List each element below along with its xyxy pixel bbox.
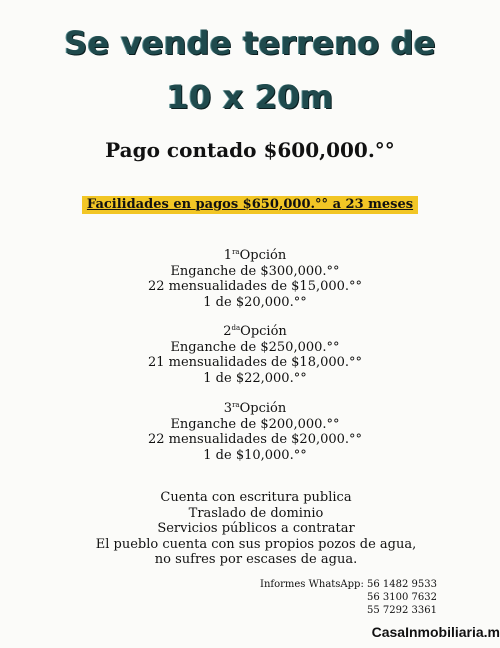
feature-item: El pueblo cuenta con sus propios pozos de agua, <box>95 536 417 552</box>
feature-item: no sufres por escases de agua. <box>154 552 358 567</box>
option-final: 1 de $20,000.°° <box>203 294 307 310</box>
phone-number: 56 1482 9533 <box>367 579 437 590</box>
option-1 <box>0 245 500 310</box>
option-2 <box>0 321 500 386</box>
title-line-2: 10 x 20m <box>166 78 334 116</box>
title-line-1: Se vende terreno de <box>64 24 436 62</box>
contact-label: Informes WhatsApp: <box>260 579 364 590</box>
option-heading: $1^{ra}Opción$ <box>223 248 287 263</box>
option-down-payment: Enganche de $300,000.°° <box>170 263 340 279</box>
phone-number: 55 7292 3361 <box>367 605 437 616</box>
option-down-payment: Enganche de $250,000.°° <box>170 339 340 355</box>
option-monthly: 21 mensualidades de $18,000.°° <box>147 355 363 370</box>
feature-item: Servicios públicos a contratar <box>157 521 355 536</box>
contact-info <box>260 578 437 617</box>
option-monthly: 22 mensualidades de $15,000.°° <box>147 279 363 294</box>
brand-watermark: CasaInmobiliaria.m <box>371 624 500 640</box>
option-final: 1 de $22,000.°° <box>203 370 307 386</box>
option-heading: $2^{da}Opción$ <box>223 324 287 339</box>
feature-item: Traslado de dominio <box>188 505 324 521</box>
feature-item: Cuenta con escritura publica <box>160 490 352 505</box>
cash-price: Pago contado $600,000.°° <box>105 138 395 162</box>
features-list <box>0 490 500 568</box>
financing-banner <box>0 193 500 214</box>
option-down-payment: Enganche de $200,000.°° <box>170 416 340 432</box>
option-final: 1 de $10,000.°° <box>203 447 307 463</box>
option-3 <box>0 398 500 463</box>
financing-text: Facilidades en pagos $650,000.°° a 23 meses <box>82 196 418 214</box>
phone-number: 56 3100 7632 <box>367 592 437 603</box>
option-monthly: 22 mensualidades de $20,000.°° <box>147 432 363 447</box>
option-heading: $3^{ra}Opción$ <box>223 401 287 416</box>
